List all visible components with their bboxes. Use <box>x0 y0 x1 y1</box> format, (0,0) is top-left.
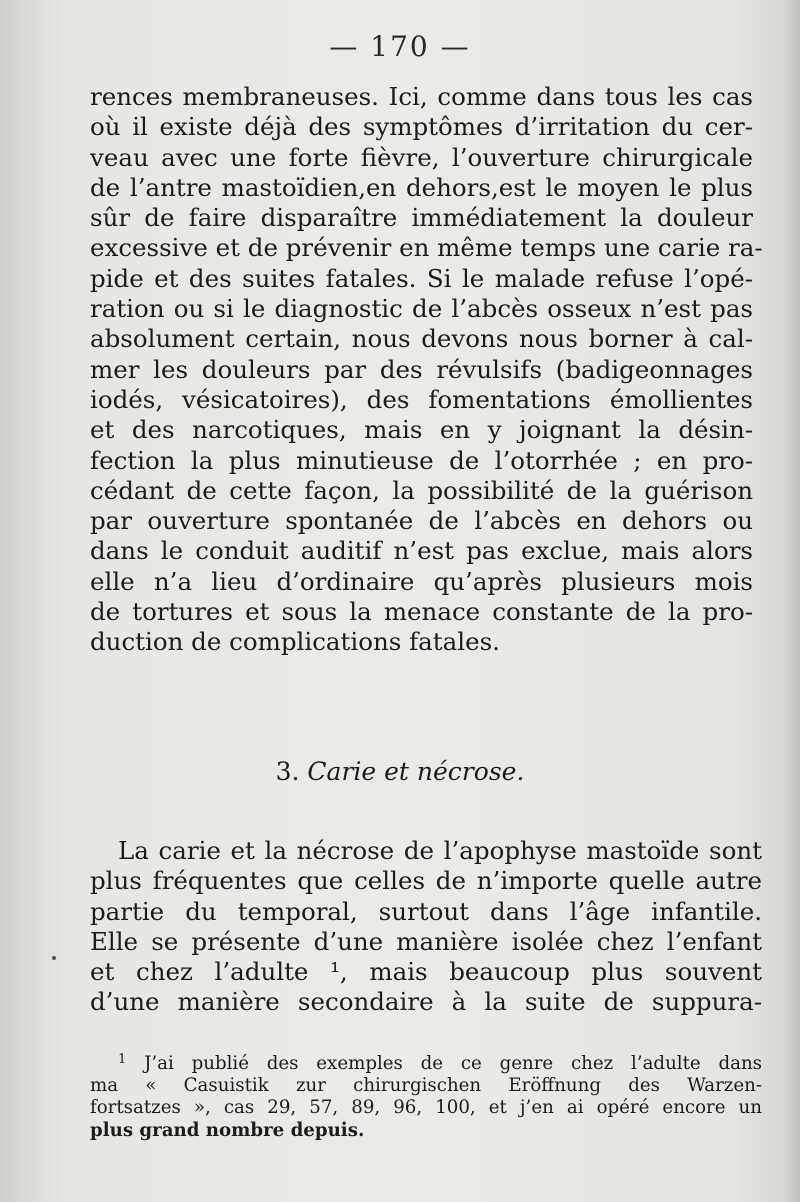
footnote-line: plus grand nombre depuis. <box>90 1119 365 1141</box>
text-line: et chez l’adulte ¹, mais beaucoup plus souvent <box>90 957 762 987</box>
text-line: veau avec une forte fièvre, l’ouverture chirurgicale <box>90 142 753 172</box>
page-edge-shadow <box>782 0 800 1202</box>
text-line: ration ou si le diagnostic de l’abcès osseux n’est pas <box>90 294 753 324</box>
paragraph-1 <box>90 82 763 658</box>
footnote-line: fortsatzes », cas 29, 57, 89, 96, 100, et j’en ai opéré encore un <box>90 1097 762 1119</box>
text-line: cédant de cette façon, la possibilité de la guérison <box>90 475 753 505</box>
text-line: absolument certain, nous devons nous borner à cal- <box>90 324 753 354</box>
text-line: elle n’a lieu d’ordinaire qu’après plusieurs mois <box>90 566 753 596</box>
paper-speck <box>52 956 56 960</box>
text-line: sûr de faire disparaître immédiatement la douleur <box>90 203 753 233</box>
text-line: rences membraneuses. Ici, comme dans tous les cas <box>90 82 753 111</box>
text-line: fection la plus minutieuse de l’otorrhée ; en pro- <box>90 445 753 475</box>
text-line: duction de complications fatales. <box>90 627 500 657</box>
footnote-text: J’ai publié des exemples de ce genre chez l’adulte dans <box>144 1053 762 1074</box>
text-line: iodés, vésicatoires), des fomentations émollientes <box>90 384 753 414</box>
text-line: de tortures et sous la menace constante de la pro- <box>90 597 753 627</box>
text-line: par ouverture spontanée de l’abcès en dehors ou <box>90 506 753 536</box>
section-number: 3. <box>275 757 300 786</box>
footnote-marker: 1 <box>118 1052 127 1067</box>
section-title: Carie et nécrose. <box>307 757 525 786</box>
page-number: — 170 — <box>329 30 471 63</box>
footnote-line: ma « Casuistik zur chirurgischen Eröffnung des Warzen- <box>90 1075 762 1097</box>
text-line: Elle se présente d’une manière isolée chez l’enfant <box>90 926 762 956</box>
text-line: pide et des suites fatales. Si le malade refuse l’opé- <box>90 263 753 293</box>
text-line: dans le conduit auditif n’est pas exclue, mais alors <box>90 536 753 566</box>
footnote-line <box>90 1053 762 1075</box>
text-line: mer les douleurs par des révulsifs (badigeonnages <box>90 354 753 384</box>
text-line: de l’antre mastoïdien,en dehors,est le moyen le plus <box>90 172 753 202</box>
text-line: partie du temporal, surtout dans l’âge infantile. <box>90 896 762 926</box>
text-line: et des narcotiques, mais en y joignant la désin- <box>90 415 753 445</box>
text-line: excessive et de prévenir en même temps une carie ra- <box>90 233 763 263</box>
text-line: La carie et la nécrose de l’apophyse mastoïde sont <box>118 836 762 865</box>
text-line: d’une manière secondaire à la suite de suppura- <box>90 987 762 1017</box>
text-line: plus fréquentes que celles de n’importe quelle autre <box>90 866 762 896</box>
paragraph-2 <box>90 836 762 1018</box>
section-heading <box>0 757 800 786</box>
text-line: où il existe déjà des symptômes d’irritation du cer- <box>90 112 753 142</box>
footnote <box>90 1053 762 1142</box>
